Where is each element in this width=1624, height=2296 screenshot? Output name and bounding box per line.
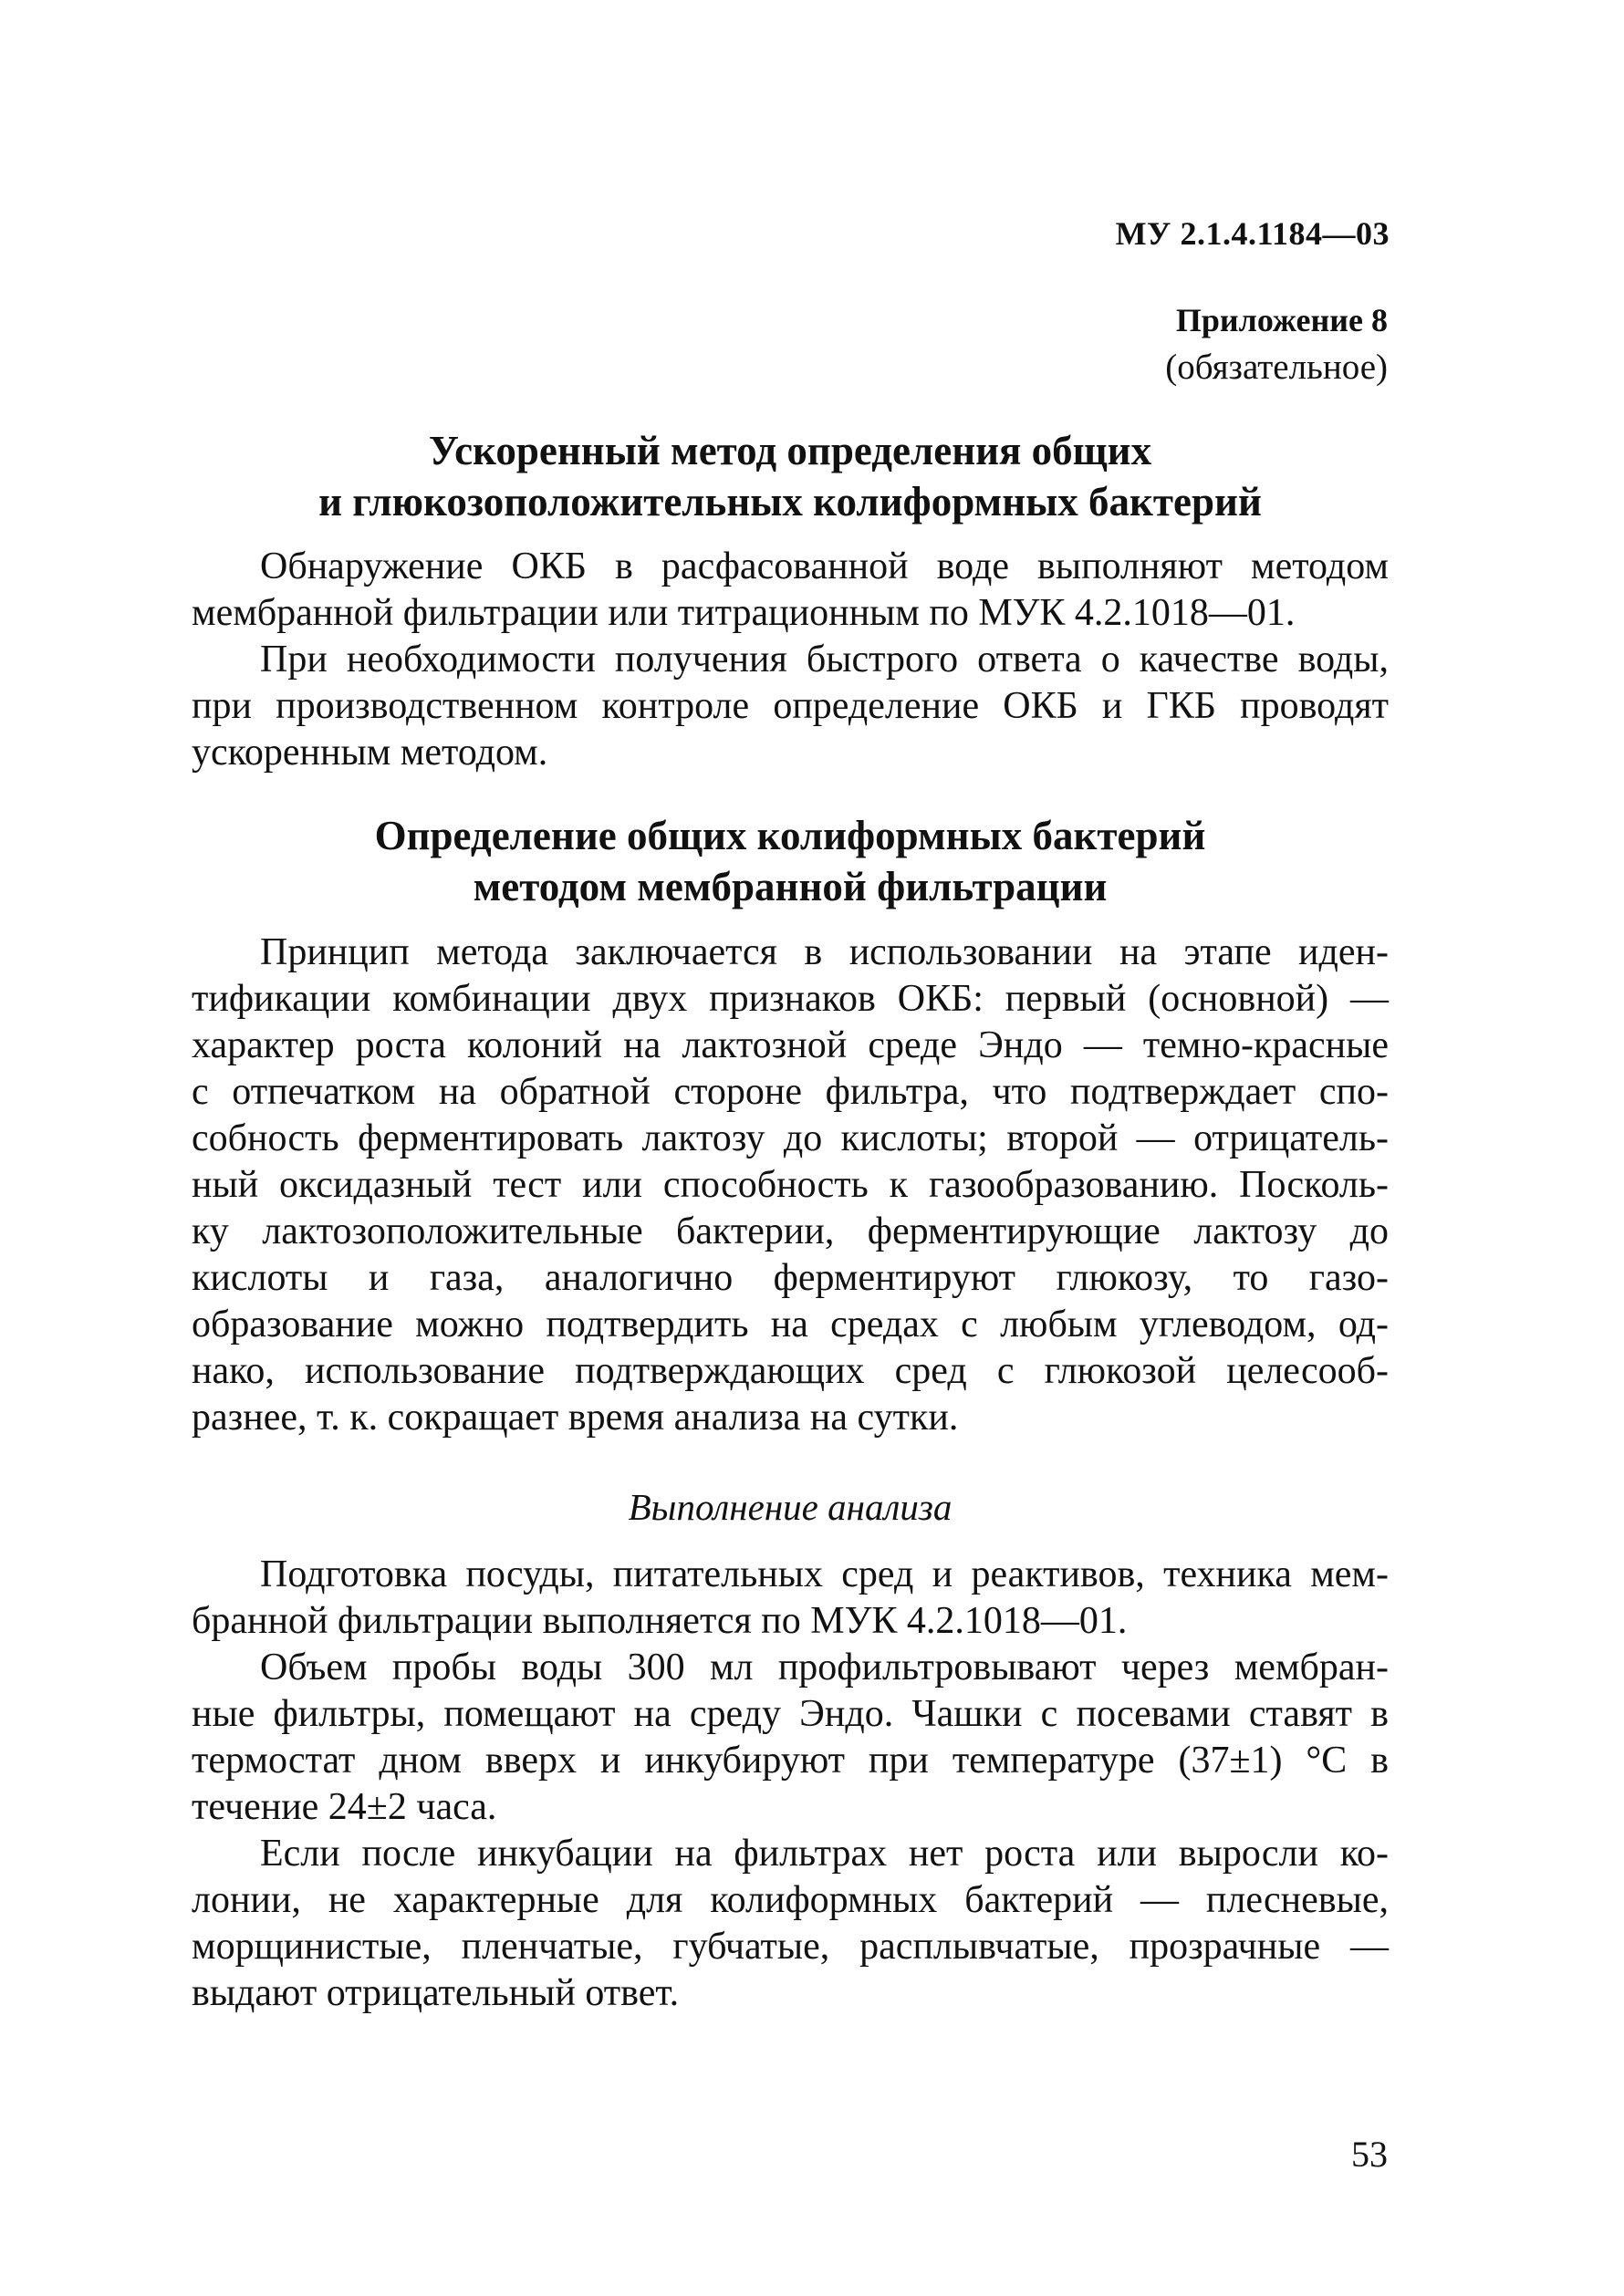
text-line: термостат дном вверх и инкубируют при температуре (37±1) °С в bbox=[192, 1740, 1389, 1782]
text-line: Обнаружение ОКБ в расфасованной воде выполняют методом bbox=[260, 545, 1389, 587]
appendix-label-block bbox=[1165, 297, 1388, 390]
text-line: морщинистые, пленчатые, губчатые, расплывчатые, прозрачные — bbox=[192, 1926, 1389, 1968]
text-line: бранной фильтрации выполняется по МУК 4.2.1018—01. bbox=[192, 1600, 1128, 1642]
text-line: характер роста колоний на лактозной среде Эндо — темно-красные bbox=[192, 1024, 1389, 1066]
analysis-subheading: Выполнение анализа bbox=[628, 1486, 953, 1528]
text-line: разнее, т. к. сокращает время анализа на сутки. bbox=[192, 1397, 959, 1439]
text-line: ускоренным методом. bbox=[192, 732, 548, 774]
section-3-paragraph-3 bbox=[192, 1831, 1389, 2017]
text-line: лонии, не характерные для колиформных бактерий — плесневые, bbox=[192, 1879, 1389, 1921]
section-2-heading bbox=[192, 810, 1389, 912]
section-3-paragraph-2 bbox=[192, 1645, 1389, 1831]
text-line: выдают отрицательный ответ. bbox=[192, 1972, 680, 2014]
appendix-note: (обязательное) bbox=[1165, 348, 1388, 387]
text-line: Принцип метода заключается в использовании на этапе иден- bbox=[260, 931, 1389, 973]
text-line: ный оксидазный тест или способность к газообразованию. Посколь- bbox=[192, 1164, 1389, 1206]
text-line: Подготовка посуды, питательных сред и реактивов, техника мем- bbox=[260, 1553, 1389, 1595]
document-code: МУ 2.1.4.1184—03 bbox=[1115, 215, 1390, 252]
text-line: При необходимости получения быстрого ответа о качестве воды, bbox=[260, 639, 1389, 680]
page-number: 53 bbox=[1351, 2134, 1388, 2175]
section-1-paragraph-2 bbox=[192, 637, 1389, 776]
text-line: с отпечатком на обратной стороне фильтра, что подтверждает спо- bbox=[192, 1071, 1389, 1113]
section-1-paragraph-1 bbox=[192, 544, 1389, 637]
text-line: собность ферментировать лактозу до кислоты; второй — отрицатель- bbox=[192, 1117, 1389, 1159]
text-line: при производственном контроле определение ОКБ и ГКБ проводят bbox=[192, 685, 1389, 727]
text-line: ные фильтры, помещают на среду Эндо. Чашки с посевами ставят в bbox=[192, 1693, 1389, 1735]
text-line: Если после инкубации на фильтрах нет роста или выросли ко- bbox=[260, 1833, 1389, 1875]
section-2-paragraph bbox=[192, 930, 1389, 1441]
text-line: нако, использование подтверждающих сред с глюкозой целесооб- bbox=[192, 1350, 1389, 1392]
section-3-paragraph-1 bbox=[192, 1552, 1389, 1645]
text-line: мембранной фильтрации или титрационным по МУК 4.2.1018—01. bbox=[192, 592, 1296, 634]
text-line: ку лактозоположительные бактерии, ферментирующие лактозу до bbox=[192, 1210, 1389, 1252]
text-line: тификации комбинации двух признаков ОКБ: первый (основной) — bbox=[192, 978, 1389, 1020]
section-1-heading bbox=[192, 425, 1389, 527]
text-line: образование можно подтвердить на средах с любым углеводом, од- bbox=[192, 1304, 1389, 1345]
heading-line: и глюкозоположительных колиформных бактерий bbox=[318, 479, 1262, 525]
heading-line: Ускоренный метод определения общих bbox=[428, 428, 1152, 473]
heading-line: методом мембранной фильтрации bbox=[473, 864, 1108, 909]
text-line: течение 24±2 часа. bbox=[192, 1786, 497, 1828]
text-line: кислоты и газа, аналогично ферментируют глюкозу, то газо- bbox=[192, 1257, 1389, 1299]
heading-line: Определение общих колиформных бактерий bbox=[374, 813, 1206, 858]
appendix-label: Приложение 8 bbox=[1175, 302, 1388, 338]
text-line: Объем пробы воды 300 мл профильтровывают через мембран- bbox=[260, 1647, 1389, 1688]
